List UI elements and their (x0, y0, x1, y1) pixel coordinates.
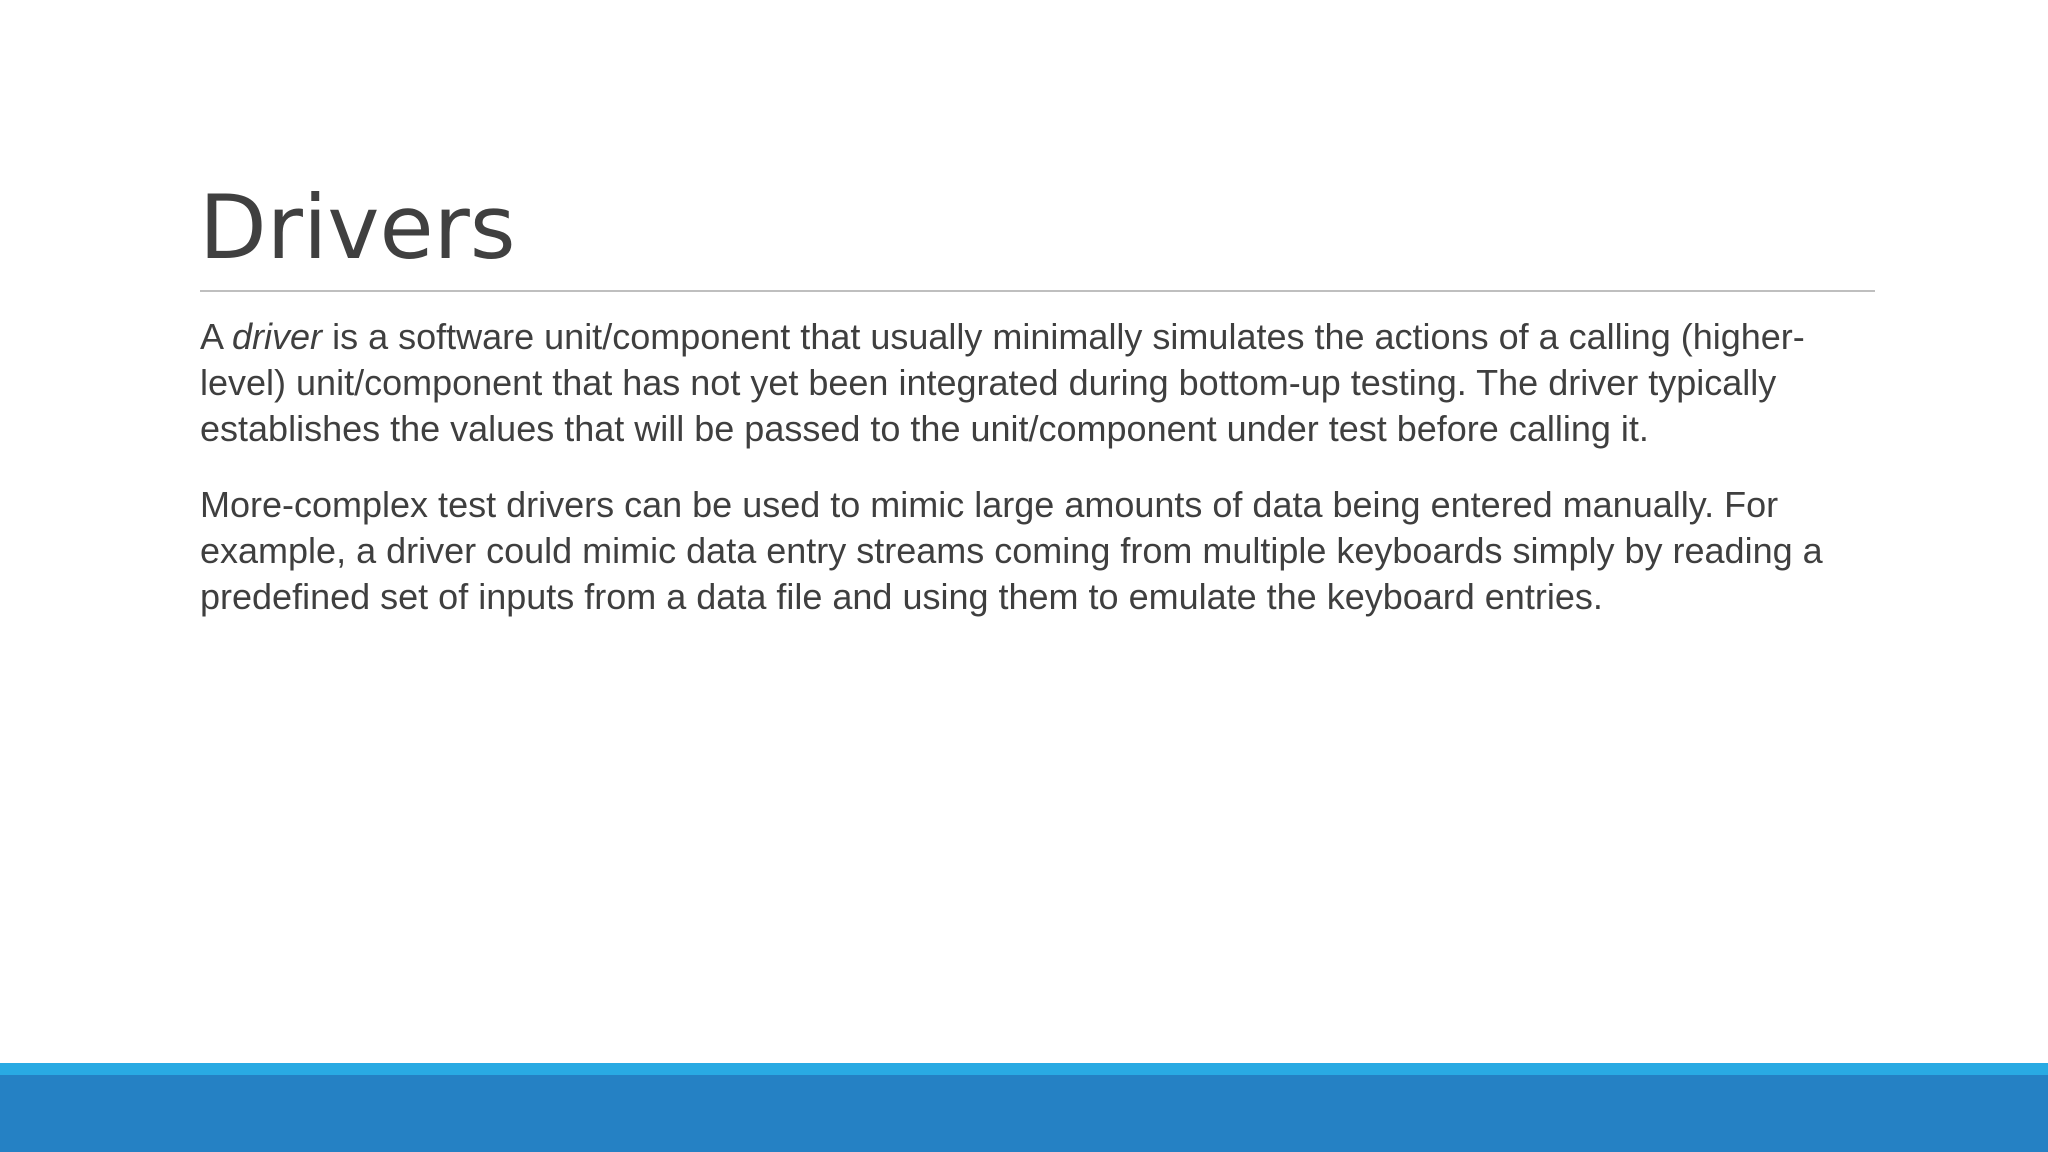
slide-body (200, 314, 1880, 620)
paragraph-lead: A (200, 316, 233, 357)
title-divider (200, 290, 1875, 292)
footer-stripe (0, 1063, 2048, 1075)
slide-title: Drivers (199, 176, 516, 279)
paragraph-complex-drivers: More-complex test drivers can be used to mimic large amounts of data being entered manually. For example, a driver could mimic data entry streams coming from multiple keyboards simply by reading a predefined set of inputs from a data file and using them to emulate the keyboard entries. (200, 484, 1823, 617)
term-driver: driver (232, 316, 323, 357)
paragraph-driver-definition (200, 314, 1880, 452)
footer-band (0, 1075, 2048, 1152)
paragraph-rest: is a software unit/component that usually minimally simulates the actions of a calling (higher-level) unit/component that has not yet been integrated during bottom-up testing. The driver typically establishes the values that will be passed to the unit/component under test before calling it. (200, 316, 1805, 449)
